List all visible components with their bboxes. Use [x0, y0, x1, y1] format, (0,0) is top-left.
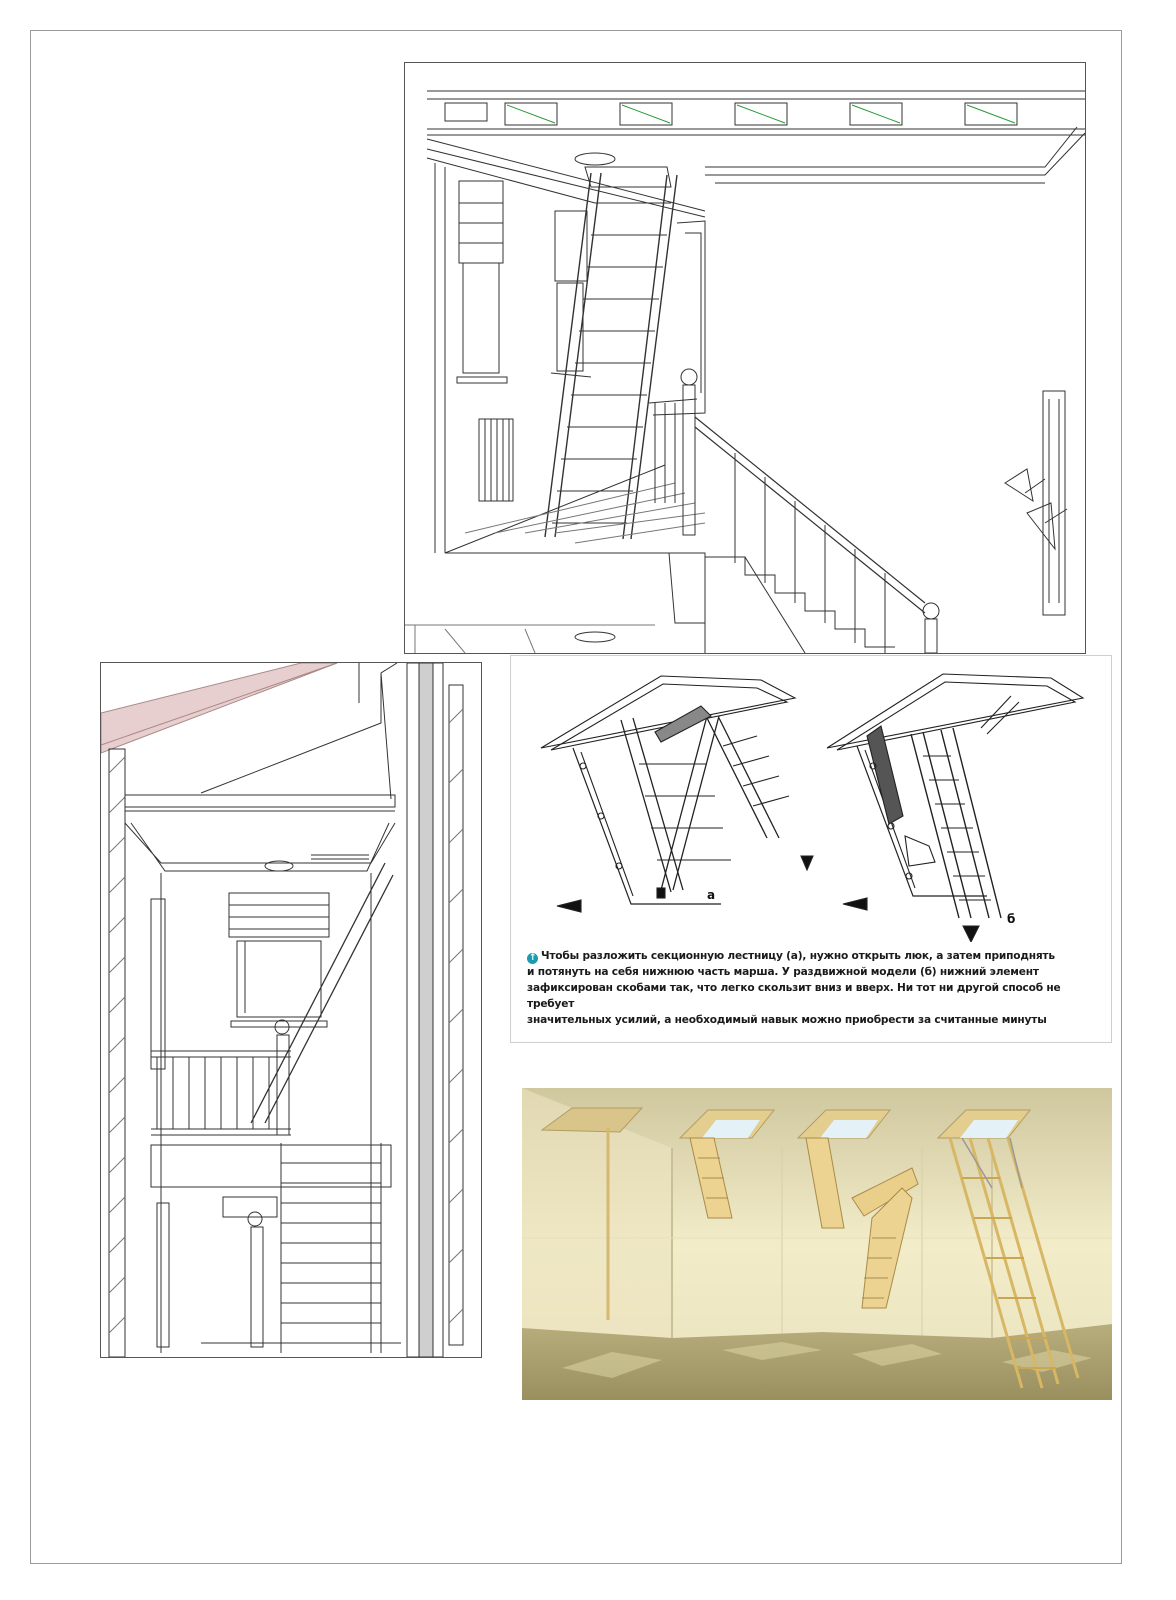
figure-label-b: б — [1007, 912, 1016, 926]
attic-ladder-room-drawing — [404, 62, 1086, 654]
sliding-ladder-figure — [827, 674, 1083, 942]
sectional-ladder-figure — [541, 676, 813, 912]
stairwell-section-drawing — [100, 662, 482, 1358]
caption-line-1: ↑ Чтобы разложить секционную лестницу (а), нужно открыть люк, а затем приподнять — [528, 950, 1055, 963]
arrow-up-icon: ↑ — [528, 953, 537, 963]
ladder-mechanism-diagram — [510, 655, 1112, 1043]
caption-line-2: и потянуть на себя нижнюю часть марша. У раздвижной модели (б) нижний элемент — [527, 966, 1039, 978]
figure-label-a: а — [707, 888, 716, 902]
attic-ladders-photo — [522, 1088, 1112, 1400]
caption-line-4: значительных усилий, а необходимый навык можно приобрести за считанные минуты — [527, 1014, 1047, 1026]
diagram-caption — [527, 948, 1107, 1028]
caption-line-3: зафиксирован скобами так, что легко скользит вниз и вверх. Ни тот ни другой способ не требует — [527, 982, 1061, 1010]
